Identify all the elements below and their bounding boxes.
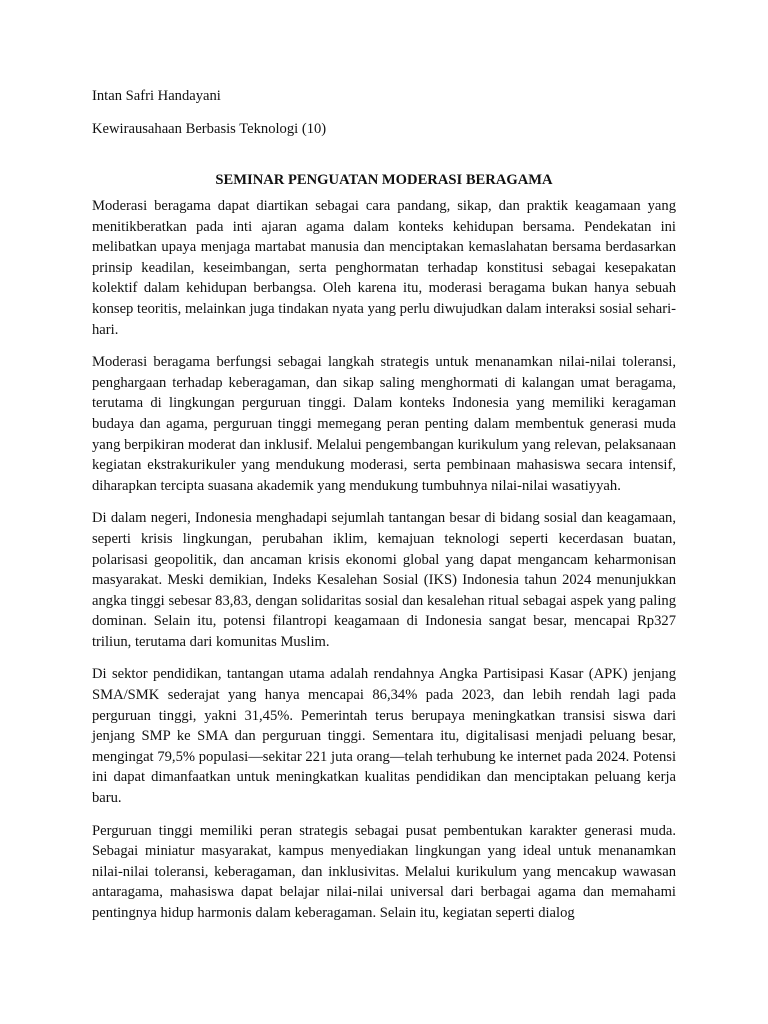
- paragraph-3: Di dalam negeri, Indonesia menghadapi sejumlah tantangan besar di bidang sosial dan keagamaan, seperti krisis lingkungan, perubahan iklim, kemajuan teknologi seperti kecerdasan buatan, polarisasi geopolitik, dan ancaman krisis ekonomi global yang dapat mengancam keharmonisan masyarakat. Meski demikian, Indeks Kesalehan Sosial (IKS) Indonesia tahun 2024 menunjukkan angka tinggi sebesar 83,83, dengan solidaritas sosial dan kesalehan ritual sebagai aspek yang paling dominan. Selain itu, potensi filantropi keagamaan di Indonesia sangat besar, mencapai Rp327 triliun, terutama dari komunitas Muslim.: [92, 510, 676, 650]
- paragraph-1: Moderasi beragama dapat diartikan sebagai cara pandang, sikap, dan praktik keagamaan yang menitikberatkan pada inti ajaran agama dalam konteks kehidupan bersama. Pendekatan ini melibatkan upaya menjaga martabat manusia dan menciptakan kemaslahatan bersama berdasarkan prinsip keadilan, keseimbangan, serta penghormatan terhadap konstitusi sebagai kesepakatan kolektif dalam kehidupan berbangsa. Oleh karena itu, moderasi beragama bukan hanya sebuah konsep teoritis, melainkan juga tindakan nyata yang perlu diwujudkan dalam interaksi sosial sehari-hari.: [92, 198, 676, 338]
- paragraph-5: Perguruan tinggi memiliki peran strategis sebagai pusat pembentukan karakter generasi muda. Sebagai miniatur masyarakat, kampus menyediakan lingkungan yang ideal untuk menanamkan nilai-nilai toleransi, keberagaman, dan inklusivitas. Melalui kurikulum yang mencakup wawasan antaragama, mahasiswa dapat belajar nilai-nilai universal dari berbagai agama dan memahami pentingnya hidup harmonis dalam keberagaman. Selain itu, kegiatan seperti dialog: [92, 822, 676, 921]
- document-page: [92, 86, 676, 936]
- paragraph-2: Moderasi beragama berfungsi sebagai langkah strategis untuk menanamkan nilai-nilai toleransi, penghargaan terhadap keberagaman, dan sikap saling menghormati di kalangan umat beragama, terutama di lingkungan perguruan tinggi. Dalam konteks Indonesia yang memiliki keragaman budaya dan agama, perguruan tinggi memegang peran penting dalam membentuk generasi muda yang berpikiran moderat dan inklusif. Melalui pengembangan kurikulum yang relevan, pelaksanaan kegiatan ekstrakurikuler yang mendukung moderasi, serta pembinaan mahasiswa secara intensif, diharapkan tercipta suasana akademik yang mendukung tumbuhnya nilai-nilai wasatiyyah.: [92, 354, 676, 494]
- document-title: SEMINAR PENGUATAN MODERASI BERAGAMA: [215, 172, 553, 188]
- author-name: Intan Safri Handayani: [92, 88, 221, 104]
- course-name: Kewirausahaan Berbasis Teknologi (10): [92, 121, 327, 137]
- paragraph-4: Di sektor pendidikan, tantangan utama adalah rendahnya Angka Partisipasi Kasar (APK) jenjang SMA/SMK sederajat yang hanya mencapai 86,34% pada 2023, dan lebih rendah lagi pada perguruan tinggi, yakni 31,45%. Pemerintah terus berupaya meningkatkan transisi siswa dari jenjang SMP ke SMA dan perguruan tinggi. Sementara itu, digitalisasi menjadi peluang besar, mengingat 79,5% populasi—sekitar 221 juta orang—telah terhubung ke internet pada 2024. Potensi ini dapat dimanfaatkan untuk meningkatkan kualitas pendidikan dan menciptakan peluang kerja baru.: [92, 666, 676, 807]
